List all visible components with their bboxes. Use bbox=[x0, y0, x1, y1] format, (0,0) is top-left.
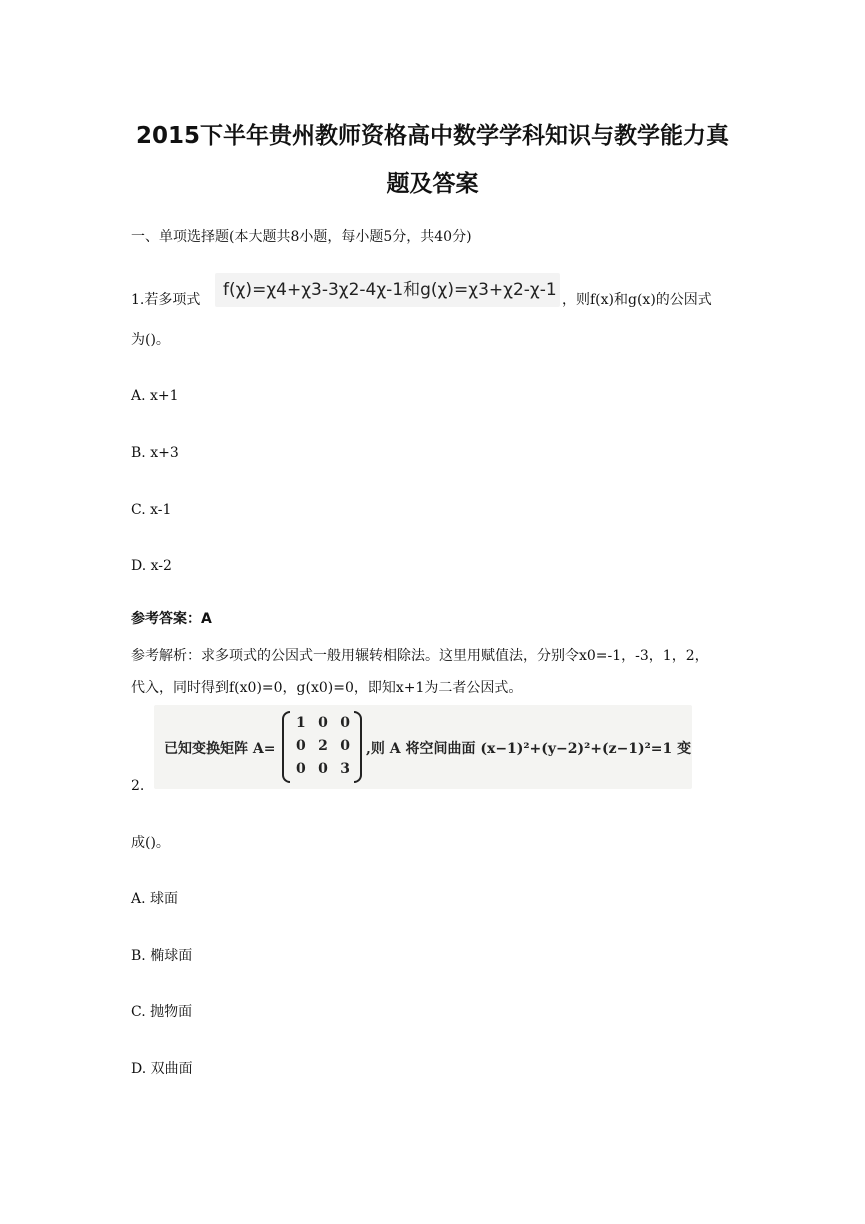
matrix-cell: 1 bbox=[296, 715, 306, 731]
matrix-cell: 0 bbox=[296, 738, 306, 754]
q2-option-c: C. 抛物面 bbox=[131, 1004, 193, 1020]
q1-continuation: 为()。 bbox=[131, 332, 170, 348]
q1-suffix: ，则f(x)和g(x)的公因式 bbox=[562, 292, 712, 308]
matrix-cell: 0 bbox=[296, 761, 306, 777]
matrix-cell: 0 bbox=[318, 715, 328, 731]
title-line-2: 题及答案 bbox=[386, 171, 479, 197]
q1-option-d: D. x-2 bbox=[131, 558, 172, 574]
q1-formula-image: f(χ)=χ4+χ3-3χ2-4χ-1和g(χ)=χ3+χ2-χ-1 bbox=[215, 273, 560, 307]
q2-formula-left: 已知变换矩阵 A= bbox=[164, 741, 276, 757]
q2-option-b: B. 椭球面 bbox=[131, 948, 193, 964]
q1-option-b: B. x+3 bbox=[131, 445, 179, 461]
q2-number: 2. bbox=[131, 778, 145, 794]
q1-option-c: C. x-1 bbox=[131, 502, 172, 518]
title-line-1: 2015下半年贵州教师资格高中数学学科知识与教学能力真 bbox=[135, 123, 729, 149]
matrix-row-1 bbox=[296, 715, 350, 731]
matrix-row-3 bbox=[296, 761, 350, 777]
q1-analysis-line-1: 参考解析：求多项式的公因式一般用辗转相除法。这里用赋值法，分别令x0=-1，-3，1，2， bbox=[131, 648, 709, 664]
matrix-row-2 bbox=[296, 738, 350, 754]
q2-continuation: 成()。 bbox=[131, 835, 170, 851]
q1-option-a: A. x+1 bbox=[131, 388, 179, 404]
document-title bbox=[120, 112, 745, 208]
q1-answer: 参考答案：A bbox=[131, 611, 212, 627]
q2-option-a: A. 球面 bbox=[131, 891, 179, 907]
matrix-cell: 0 bbox=[340, 738, 350, 754]
matrix-cell: 3 bbox=[340, 761, 350, 777]
matrix-right-bracket bbox=[354, 711, 362, 783]
q1-prefix: 1.若多项式 bbox=[131, 292, 201, 308]
q2-matrix bbox=[282, 711, 362, 785]
section-heading: 一、单项选择题(本大题共8小题，每小题5分，共40分) bbox=[131, 229, 472, 245]
q2-formula-image bbox=[154, 705, 692, 789]
matrix-cell: 0 bbox=[340, 715, 350, 731]
matrix-cell: 2 bbox=[318, 738, 328, 754]
q2-option-d: D. 双曲面 bbox=[131, 1061, 193, 1077]
q1-analysis-line-2: 代入，同时得到f(x0)=0，g(x0)=0，即知x+1为二者公因式。 bbox=[131, 680, 523, 696]
matrix-left-bracket bbox=[282, 711, 290, 783]
matrix-cell: 0 bbox=[318, 761, 328, 777]
q2-formula-right: ,则 A 将空间曲面 (x−1)²+(y−2)²+(z−1)²=1 变 bbox=[366, 741, 692, 757]
